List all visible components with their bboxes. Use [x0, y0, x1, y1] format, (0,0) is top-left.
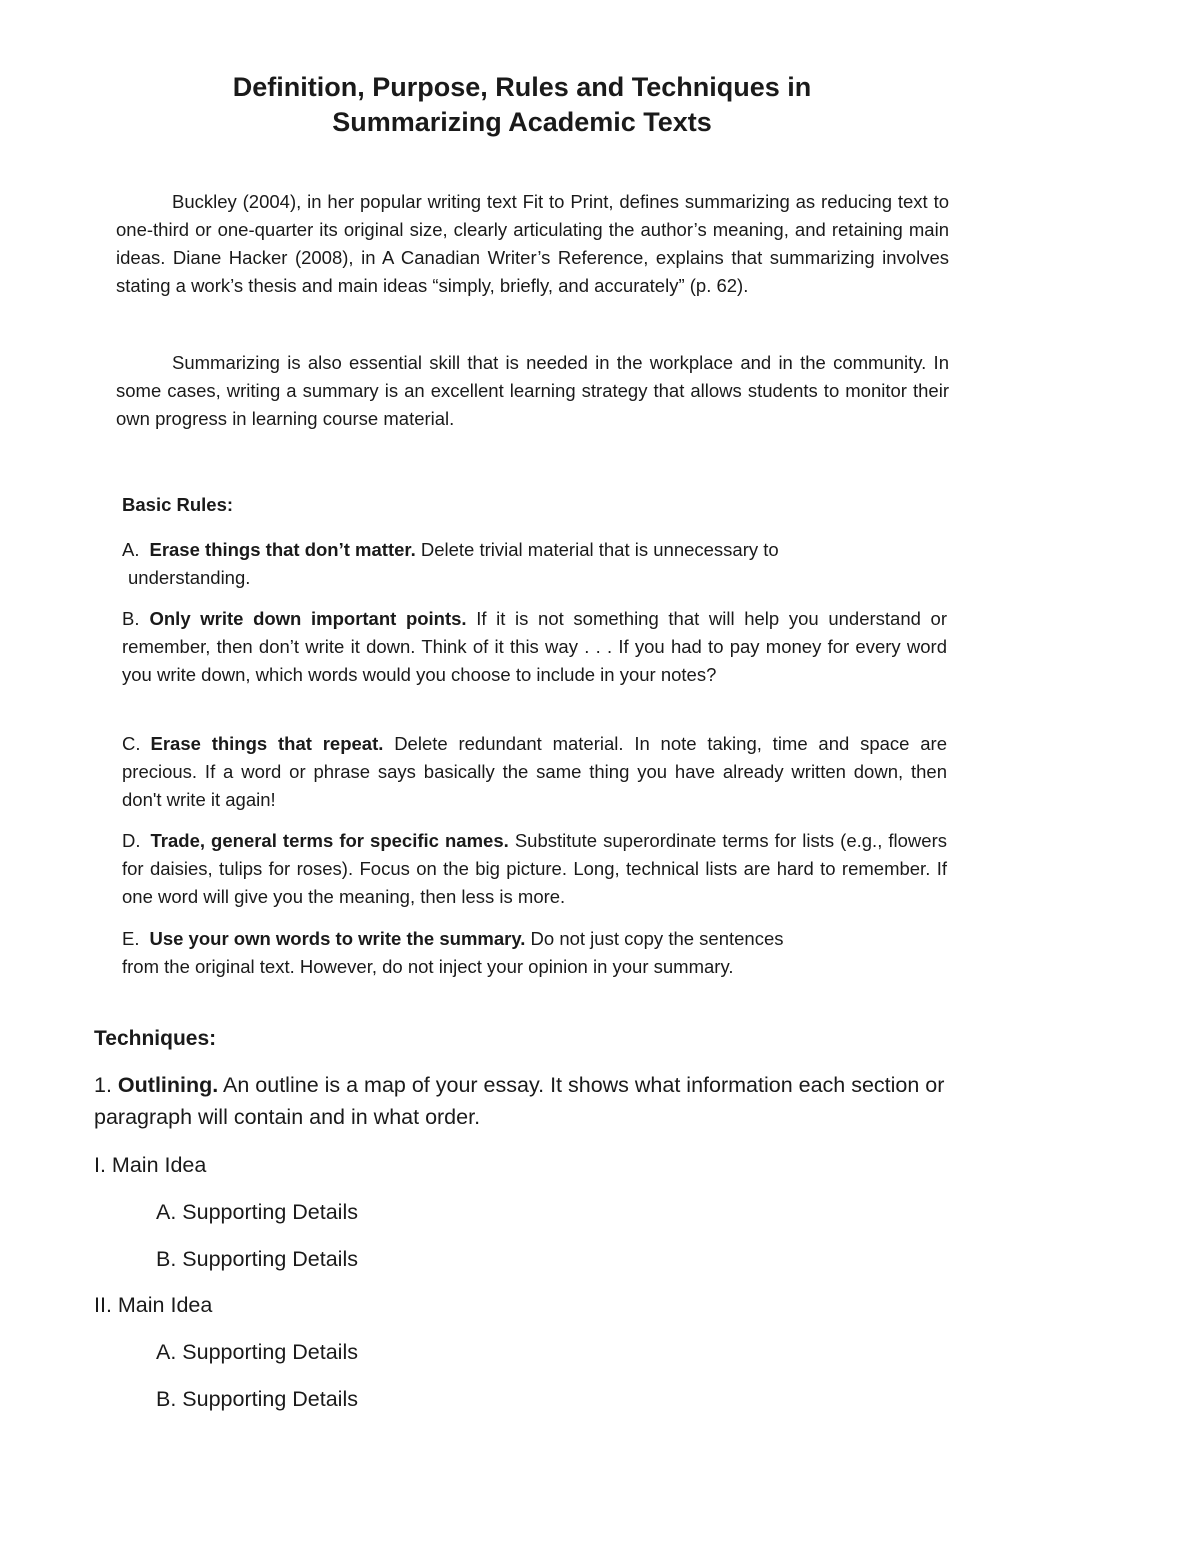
rule-bold-lead: Only write down important points. [149, 608, 467, 629]
rule-d [122, 827, 947, 911]
rule-bold-lead: Erase things that repeat. [150, 733, 384, 754]
document-title [0, 70, 1044, 140]
rule-bold-lead: Erase things that don’t matter. [149, 539, 416, 560]
outline-supporting-2b: B. Supporting Details [156, 1387, 358, 1411]
basic-rules-heading: Basic Rules: [122, 494, 234, 515]
technique-outlining [94, 1069, 994, 1133]
technique-bold-lead: Outlining. [117, 1073, 219, 1097]
rule-text: Delete trivial material that is unnecessary to [415, 539, 779, 560]
intro-paragraph-1: Buckley (2004), in her popular writing text Fit to Print, defines summarizing as reducing text to one-third or one-quarter its original size, clearly articulating the author’s meaning, and retaining main ideas. Diane Hacker (2008), in A Canadian Writer’s Reference, explains that summarizing involves stating a work’s thesis and main ideas “simply, briefly, and accurately” (p. 62). [116, 191, 949, 296]
rule-text: Substitute superordinate terms for lists (e.g., flowers for daisies, tulips for roses). Focus on the big picture. Long, technical lists are hard to remember. If one word will give you the meaning, then less is more. [122, 830, 947, 907]
outline-supporting-2a: A. Supporting Details [156, 1340, 358, 1364]
outline-main-idea-2: II. Main Idea [94, 1293, 213, 1317]
rule-c [122, 730, 947, 814]
rule-letter: E. [122, 928, 140, 949]
title-line-2: Summarizing Academic Texts [332, 107, 712, 137]
techniques-heading: Techniques: [94, 1027, 217, 1050]
rule-a [122, 536, 947, 592]
title-line-1: Definition, Purpose, Rules and Techniques in [232, 72, 812, 102]
technique-number: 1. [94, 1073, 112, 1097]
intro-paragraph-2: Summarizing is also essential skill that is needed in the workplace and in the community. In some cases, writing a summary is an excellent learning strategy that allows students to monitor their own progress in learning course material. [116, 352, 949, 429]
rule-letter: D. [122, 830, 141, 851]
rule-letter: B. [122, 608, 140, 629]
rule-bold-lead: Trade, general terms for specific names. [150, 830, 509, 851]
outline-supporting-1b: B. Supporting Details [156, 1247, 358, 1271]
rule-e [122, 925, 947, 981]
rule-b [122, 605, 947, 689]
outline-main-idea-1: I. Main Idea [94, 1153, 207, 1177]
technique-text: An outline is a map of your essay. It shows what information each section or paragraph will contain and in what order. [94, 1073, 945, 1129]
rule-text: Delete redundant material. In note taking, time and space are precious. If a word or phrase says basically the same thing you have already written down, then don't write it again! [122, 733, 947, 810]
outline-supporting-1a: A. Supporting Details [156, 1200, 358, 1224]
rule-continuation: understanding. [128, 567, 251, 588]
rule-letter: A. [122, 539, 140, 560]
rule-text: If it is not something that will help you understand or remember, then don’t write it down. Think of it this way . . . If you had to pay money for every word you write down, which words would you choose to include in your notes? [122, 608, 947, 685]
rule-continuation: from the original text. However, do not inject your opinion in your summary. [122, 956, 734, 977]
rule-bold-lead: Use your own words to write the summary. [149, 928, 526, 949]
rule-letter: C. [122, 733, 141, 754]
rule-text: Do not just copy the sentences [525, 928, 784, 949]
